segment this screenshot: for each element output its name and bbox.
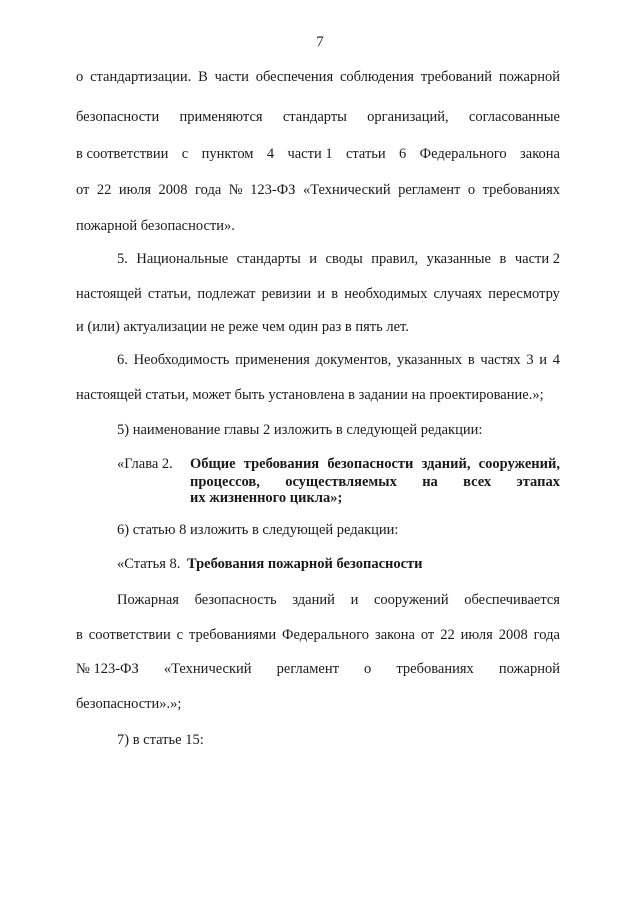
word: применяются bbox=[179, 109, 263, 125]
word: о bbox=[467, 182, 476, 198]
word: года bbox=[533, 627, 560, 643]
paragraph-3-line-2: настоящей статьи, может быть установлена в задании на проектирование.»; bbox=[76, 387, 544, 403]
word: стандарты bbox=[236, 251, 301, 267]
word: с bbox=[176, 627, 184, 643]
chapter-title-line-3: их жизненного цикла»; bbox=[190, 490, 343, 506]
word: пунктом bbox=[201, 146, 254, 162]
word: № bbox=[228, 182, 243, 198]
word: указанных bbox=[396, 352, 463, 368]
paragraph-4: 5) наименование главы 2 изложить в следующей редакции: bbox=[117, 422, 483, 438]
word: сооружений bbox=[373, 592, 449, 608]
word: статьи, bbox=[147, 286, 192, 302]
word: закона bbox=[375, 627, 415, 643]
word: 123-ФЗ bbox=[250, 182, 296, 198]
word: закона bbox=[520, 146, 560, 162]
paragraph-1-line-3 bbox=[76, 145, 560, 163]
paragraph-2-line-3: и (или) актуализации не реже чем один раз в пять лет. bbox=[76, 319, 409, 335]
word: и bbox=[309, 251, 318, 267]
word: от bbox=[76, 182, 90, 198]
word: Национальные bbox=[136, 251, 229, 267]
paragraph-8-line-3 bbox=[76, 660, 560, 678]
word: Федерального bbox=[282, 627, 370, 643]
word: 4 bbox=[266, 146, 275, 162]
word: 22 bbox=[440, 627, 455, 643]
paragraph-1-line-1 bbox=[76, 68, 560, 86]
word: подлежат bbox=[197, 286, 256, 302]
word: этапах bbox=[516, 474, 560, 490]
word: требованиями bbox=[189, 627, 277, 643]
paragraph-1-line-4 bbox=[76, 181, 560, 199]
word: 6. bbox=[117, 352, 128, 368]
word: 6 bbox=[399, 146, 407, 162]
word: требованиях bbox=[396, 661, 474, 677]
word: года bbox=[195, 182, 222, 198]
paragraph-8-line-4: безопасности».»; bbox=[76, 696, 182, 712]
word: частях bbox=[480, 352, 521, 368]
word: Необходимость bbox=[133, 352, 230, 368]
word: части bbox=[214, 69, 249, 85]
word: применения bbox=[235, 352, 310, 368]
word: стандартизации. bbox=[90, 69, 192, 85]
word: требования bbox=[243, 456, 320, 472]
word: В bbox=[198, 69, 208, 85]
word: 2008 bbox=[498, 627, 528, 643]
word: соответствии bbox=[88, 627, 171, 643]
word: стандарты bbox=[282, 109, 347, 125]
article-title: Требования пожарной безопасности bbox=[187, 556, 423, 572]
word: зданий, bbox=[421, 456, 471, 472]
paragraph-2-line-1 bbox=[117, 250, 560, 268]
word: своды bbox=[325, 251, 363, 267]
word: регламент bbox=[398, 182, 461, 198]
word: обеспечения bbox=[255, 69, 334, 85]
word: части 1 bbox=[287, 146, 333, 162]
word: безопасности bbox=[327, 456, 414, 472]
word: Общие bbox=[190, 456, 236, 472]
word: процессов, bbox=[190, 474, 260, 490]
word: 2008 bbox=[158, 182, 188, 198]
word: на bbox=[422, 474, 438, 490]
word: требований bbox=[420, 69, 493, 85]
paragraph-2-line-2 bbox=[76, 285, 560, 303]
word: о bbox=[364, 661, 372, 677]
word: в bbox=[76, 627, 83, 643]
word: безопасности bbox=[76, 109, 160, 125]
word: регламент bbox=[276, 661, 339, 677]
word: в соответствии bbox=[76, 146, 169, 162]
word: указанные bbox=[426, 251, 491, 267]
word: согласованные bbox=[468, 109, 560, 125]
word: случаях bbox=[433, 286, 483, 302]
word: настоящей bbox=[76, 286, 142, 302]
chapter-title-line-1 bbox=[190, 455, 560, 473]
page-number: 7 bbox=[316, 34, 324, 50]
word: 5. bbox=[117, 251, 128, 267]
paragraph-8-line-1 bbox=[117, 591, 560, 609]
word: и bbox=[350, 592, 359, 608]
word: осуществляемых bbox=[285, 474, 397, 490]
word: июля bbox=[460, 627, 493, 643]
paragraph-6: 6) статью 8 изложить в следующей редакции: bbox=[117, 522, 399, 538]
word: организаций, bbox=[367, 109, 449, 125]
article-label: «Статья 8. bbox=[117, 556, 181, 572]
word: пожарной bbox=[498, 661, 560, 677]
word: № 123-ФЗ bbox=[76, 661, 139, 677]
word: необходимых bbox=[344, 286, 428, 302]
word: в bbox=[499, 251, 507, 267]
word: зданий bbox=[292, 592, 335, 608]
paragraph-9: 7) в статье 15: bbox=[117, 732, 204, 748]
word: 3 bbox=[526, 352, 534, 368]
word: с bbox=[181, 146, 189, 162]
word: обеспечивается bbox=[464, 592, 560, 608]
chapter-label: «Глава 2. bbox=[117, 456, 173, 472]
word: безопасность bbox=[194, 592, 277, 608]
word: документов, bbox=[315, 352, 392, 368]
word: пересмотру bbox=[488, 286, 560, 302]
word: «Технический bbox=[302, 182, 391, 198]
word: правил, bbox=[371, 251, 419, 267]
word: в bbox=[331, 286, 339, 302]
word: и bbox=[539, 352, 548, 368]
word: и bbox=[317, 286, 326, 302]
word: соблюдения bbox=[339, 69, 414, 85]
word: пожарной bbox=[498, 69, 560, 85]
word: ревизии bbox=[261, 286, 312, 302]
word: о bbox=[76, 69, 84, 85]
word: статьи bbox=[345, 146, 386, 162]
paragraph-3-line-1 bbox=[117, 351, 560, 369]
word: всех bbox=[463, 474, 492, 490]
word: Пожарная bbox=[117, 592, 179, 608]
word: части 2 bbox=[514, 251, 560, 267]
word: в bbox=[467, 352, 475, 368]
paragraph-8-line-2 bbox=[76, 626, 560, 644]
word: от bbox=[420, 627, 435, 643]
word: «Технический bbox=[163, 661, 252, 677]
word: 4 bbox=[552, 352, 560, 368]
word: 22 bbox=[96, 182, 112, 198]
word: Федерального bbox=[419, 146, 507, 162]
paragraph-1-line-5: пожарной безопасности». bbox=[76, 218, 235, 234]
word: сооружений, bbox=[478, 456, 560, 472]
word: требованиях bbox=[482, 182, 560, 198]
word: июля bbox=[118, 182, 152, 198]
paragraph-1-line-2 bbox=[76, 108, 560, 126]
